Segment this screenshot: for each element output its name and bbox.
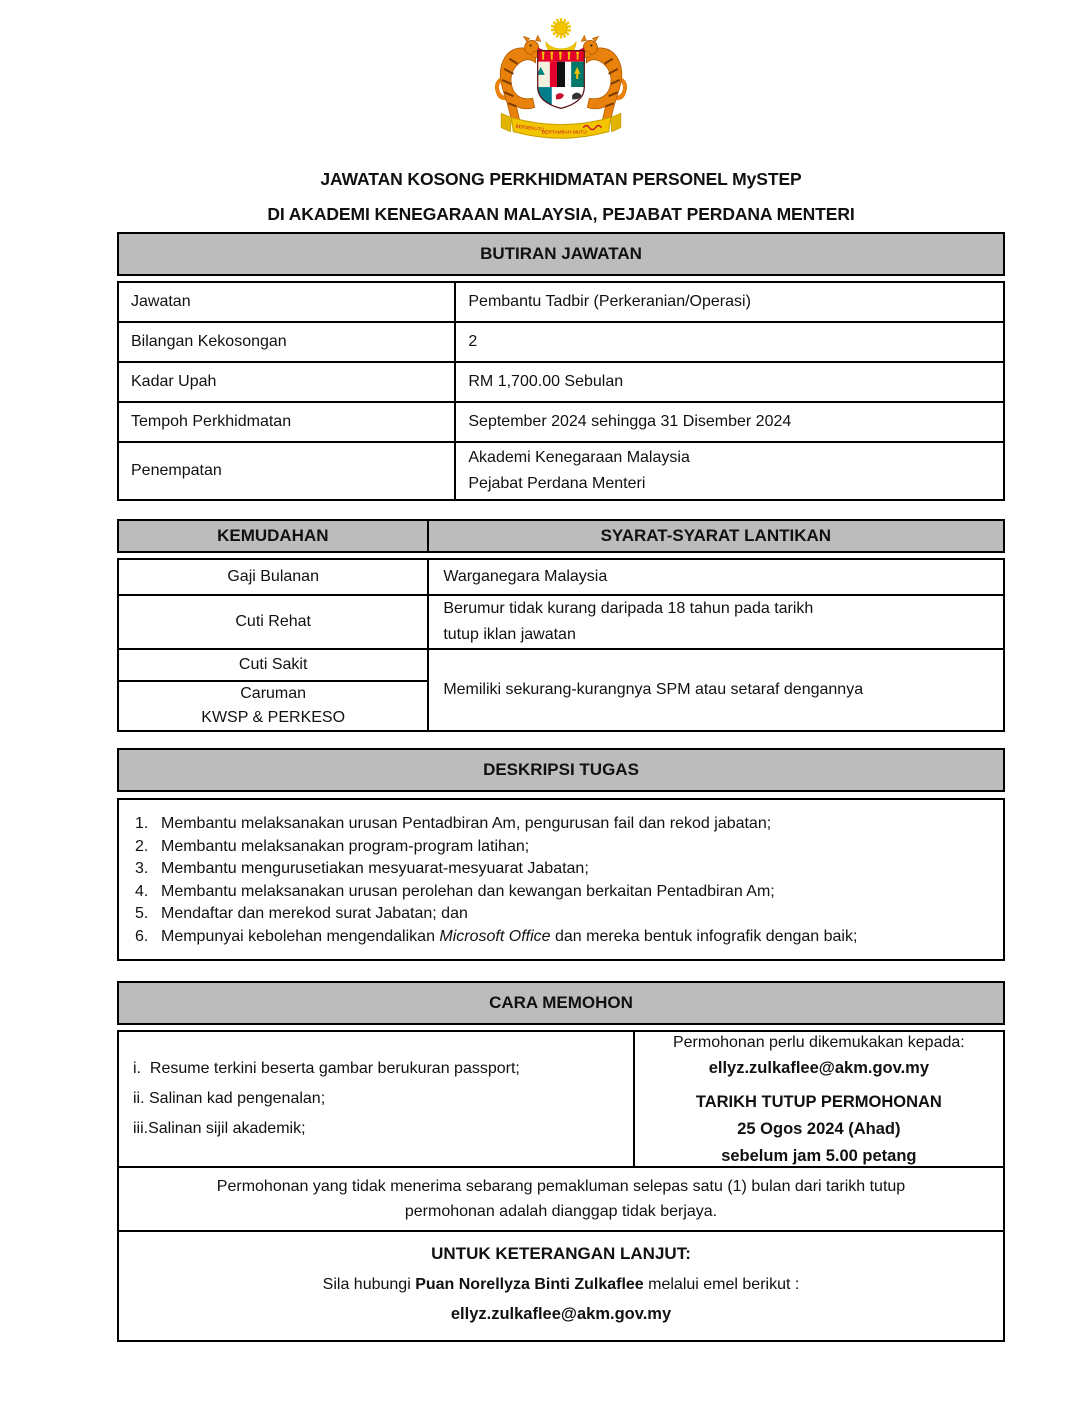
page-title — [117, 162, 1005, 232]
butiran-label-bilangan: Bilangan Kekosongan — [118, 322, 455, 362]
crest-motto-left: BERSEKUTU — [515, 123, 545, 133]
document-page — [117, 0, 1005, 1342]
task-text: Membantu melaksanakan program-program latihan; — [161, 837, 530, 855]
syarat-warganegara: Warganegara Malaysia — [428, 559, 1004, 595]
kemudahan-header — [117, 519, 1005, 553]
task-number: 3. — [135, 860, 149, 877]
cara-header: CARA MEMOHON — [117, 981, 1005, 1025]
deadline-title: TARIKH TUTUP PERMOHONAN — [695, 1093, 942, 1111]
kemudahan-table — [117, 558, 1005, 732]
malaysia-coat-of-arms-icon — [485, 14, 637, 148]
contact-email: ellyz.zulkaflee@akm.gov.my — [450, 1305, 672, 1323]
table-row — [118, 442, 1004, 500]
table-row — [118, 595, 1004, 649]
table-row — [118, 649, 1004, 681]
butiran-label-kadar: Kadar Upah — [118, 362, 455, 402]
title-line-2: DI AKADEMI KENEGARAAN MALAYSIA, PEJABAT PERDANA MENTERI — [267, 204, 855, 224]
table-row — [118, 1167, 1004, 1231]
list-item — [129, 926, 995, 949]
contact-name: Puan Norellyza Binti Zulkaflee — [415, 1276, 644, 1293]
list-item — [129, 858, 995, 881]
task-text-italic: Microsoft Office — [439, 927, 551, 945]
table-row — [118, 362, 1004, 402]
penempatan-line-2: Pejabat Perdana Menteri — [468, 475, 646, 492]
kemudahan-header-left: KEMUDAHAN — [119, 521, 429, 551]
disclaimer-line-1: Permohonan yang tidak menerima sebarang pemakluman selepas satu (1) bulan dari tarikh tutup — [216, 1178, 906, 1195]
cara-item-resume: i. Resume terkini beserta gambar berukuran passport; — [133, 1060, 520, 1077]
task-number: 5. — [135, 905, 149, 922]
butiran-label-tempoh: Tempoh Perkhidmatan — [118, 402, 455, 442]
kemudahan-caruman — [118, 681, 428, 731]
kemudahan-cuti-rehat: Cuti Rehat — [118, 595, 428, 649]
task-number: 4. — [135, 882, 149, 900]
tugas-header: DESKRIPSI TUGAS — [117, 748, 1005, 792]
task-number: 6. — [135, 927, 149, 945]
section-kemudahan — [117, 519, 1005, 732]
list-item — [129, 903, 995, 926]
caruman-line-1: Caruman — [240, 685, 307, 702]
disclaimer-line-2: permohonan adalah dianggap tidak berjaya. — [404, 1203, 718, 1220]
section-butiran-jawatan — [117, 232, 1005, 501]
contact-info — [118, 1231, 1004, 1341]
penempatan-line-1: Akademi Kenegaraan Malaysia — [468, 449, 690, 466]
contact-heading: UNTUK KETERANGAN LANJUT: — [431, 1244, 691, 1263]
cara-table — [117, 1030, 1005, 1342]
table-row — [118, 1031, 1004, 1167]
task-text-pre: Mempunyai kebolehan mengendalikan — [161, 927, 440, 945]
title-line-1: JAWATAN KOSONG PERKHIDMATAN PERSONEL MySTEP — [320, 169, 802, 189]
contact-line — [129, 1269, 993, 1300]
task-text: Membantu mengurusetiakan mesyuarat-mesyuarat Jabatan; — [161, 860, 589, 877]
deadline-time: sebelum jam 5.00 petang — [721, 1147, 917, 1165]
butiran-value-jawatan: Pembantu Tadbir (Perkeranian/Operasi) — [455, 282, 1004, 322]
task-text — [161, 926, 995, 949]
list-item — [129, 836, 995, 859]
disclaimer-note — [118, 1167, 1004, 1231]
crest-container — [117, 14, 1005, 148]
table-row — [118, 1231, 1004, 1341]
task-text-post: dan mereka bentuk infografik dengan baik; — [550, 927, 858, 945]
tugas-list — [117, 798, 1005, 961]
kemudahan-cuti-sakit: Cuti Sakit — [118, 649, 428, 681]
task-text: Mendaftar dan merekod surat Jabatan; dan — [161, 905, 468, 922]
syarat-umur-line-1: Berumur tidak kurang daripada 18 tahun pada tarikh — [443, 600, 814, 617]
submission-intro: Permohonan perlu dikemukakan kepada: — [672, 1034, 965, 1051]
task-text: Membantu melaksanakan urusan Pentadbiran Am, pengurusan fail dan rekod jabatan; — [161, 815, 772, 832]
butiran-value-kadar: RM 1,700.00 Sebulan — [455, 362, 1004, 402]
list-item — [129, 813, 995, 836]
task-text: Membantu melaksanakan urusan perolehan dan kewangan berkaitan Pentadbiran Am; — [161, 882, 775, 900]
table-row — [118, 282, 1004, 322]
submission-email: ellyz.zulkaflee@akm.gov.my — [708, 1059, 929, 1077]
kemudahan-gaji: Gaji Bulanan — [118, 559, 428, 595]
section-deskripsi-tugas — [117, 748, 1005, 961]
crest-motto-center: BERTAMBAH MUTU — [541, 130, 587, 136]
table-row — [118, 402, 1004, 442]
butiran-label-jawatan: Jawatan — [118, 282, 455, 322]
kemudahan-header-right: SYARAT-SYARAT LANTIKAN — [600, 526, 832, 545]
cara-documents-cell — [118, 1031, 634, 1167]
table-row — [118, 559, 1004, 595]
task-number: 2. — [135, 837, 149, 855]
caruman-line-2: KWSP & PERKESO — [201, 709, 346, 726]
butiran-header: BUTIRAN JAWATAN — [117, 232, 1005, 276]
section-cara-memohon — [117, 981, 1005, 1342]
cara-submission-cell — [634, 1031, 1004, 1167]
butiran-value-tempoh: September 2024 sehingga 31 Disember 2024 — [455, 402, 1004, 442]
butiran-value-penempatan — [455, 442, 1004, 500]
cara-item-kad: ii. Salinan kad pengenalan; — [133, 1090, 326, 1107]
cara-item-sijil: iii.Salinan sijil akademik; — [133, 1120, 306, 1137]
contact-post: melalui emel berikut : — [643, 1276, 800, 1293]
syarat-umur — [428, 595, 1004, 649]
butiran-label-penempatan: Penempatan — [118, 442, 455, 500]
deadline-date: 25 Ogos 2024 (Ahad) — [737, 1120, 901, 1138]
task-number: 1. — [135, 815, 149, 832]
list-item — [129, 881, 995, 904]
syarat-spm: Memiliki sekurang-kurangnya SPM atau setaraf dengannya — [428, 649, 1004, 731]
syarat-umur-line-2: tutup iklan jawatan — [443, 626, 576, 643]
contact-pre: Sila hubungi — [322, 1276, 416, 1293]
table-row — [118, 322, 1004, 362]
butiran-value-bilangan: 2 — [455, 322, 1004, 362]
butiran-table — [117, 281, 1005, 501]
